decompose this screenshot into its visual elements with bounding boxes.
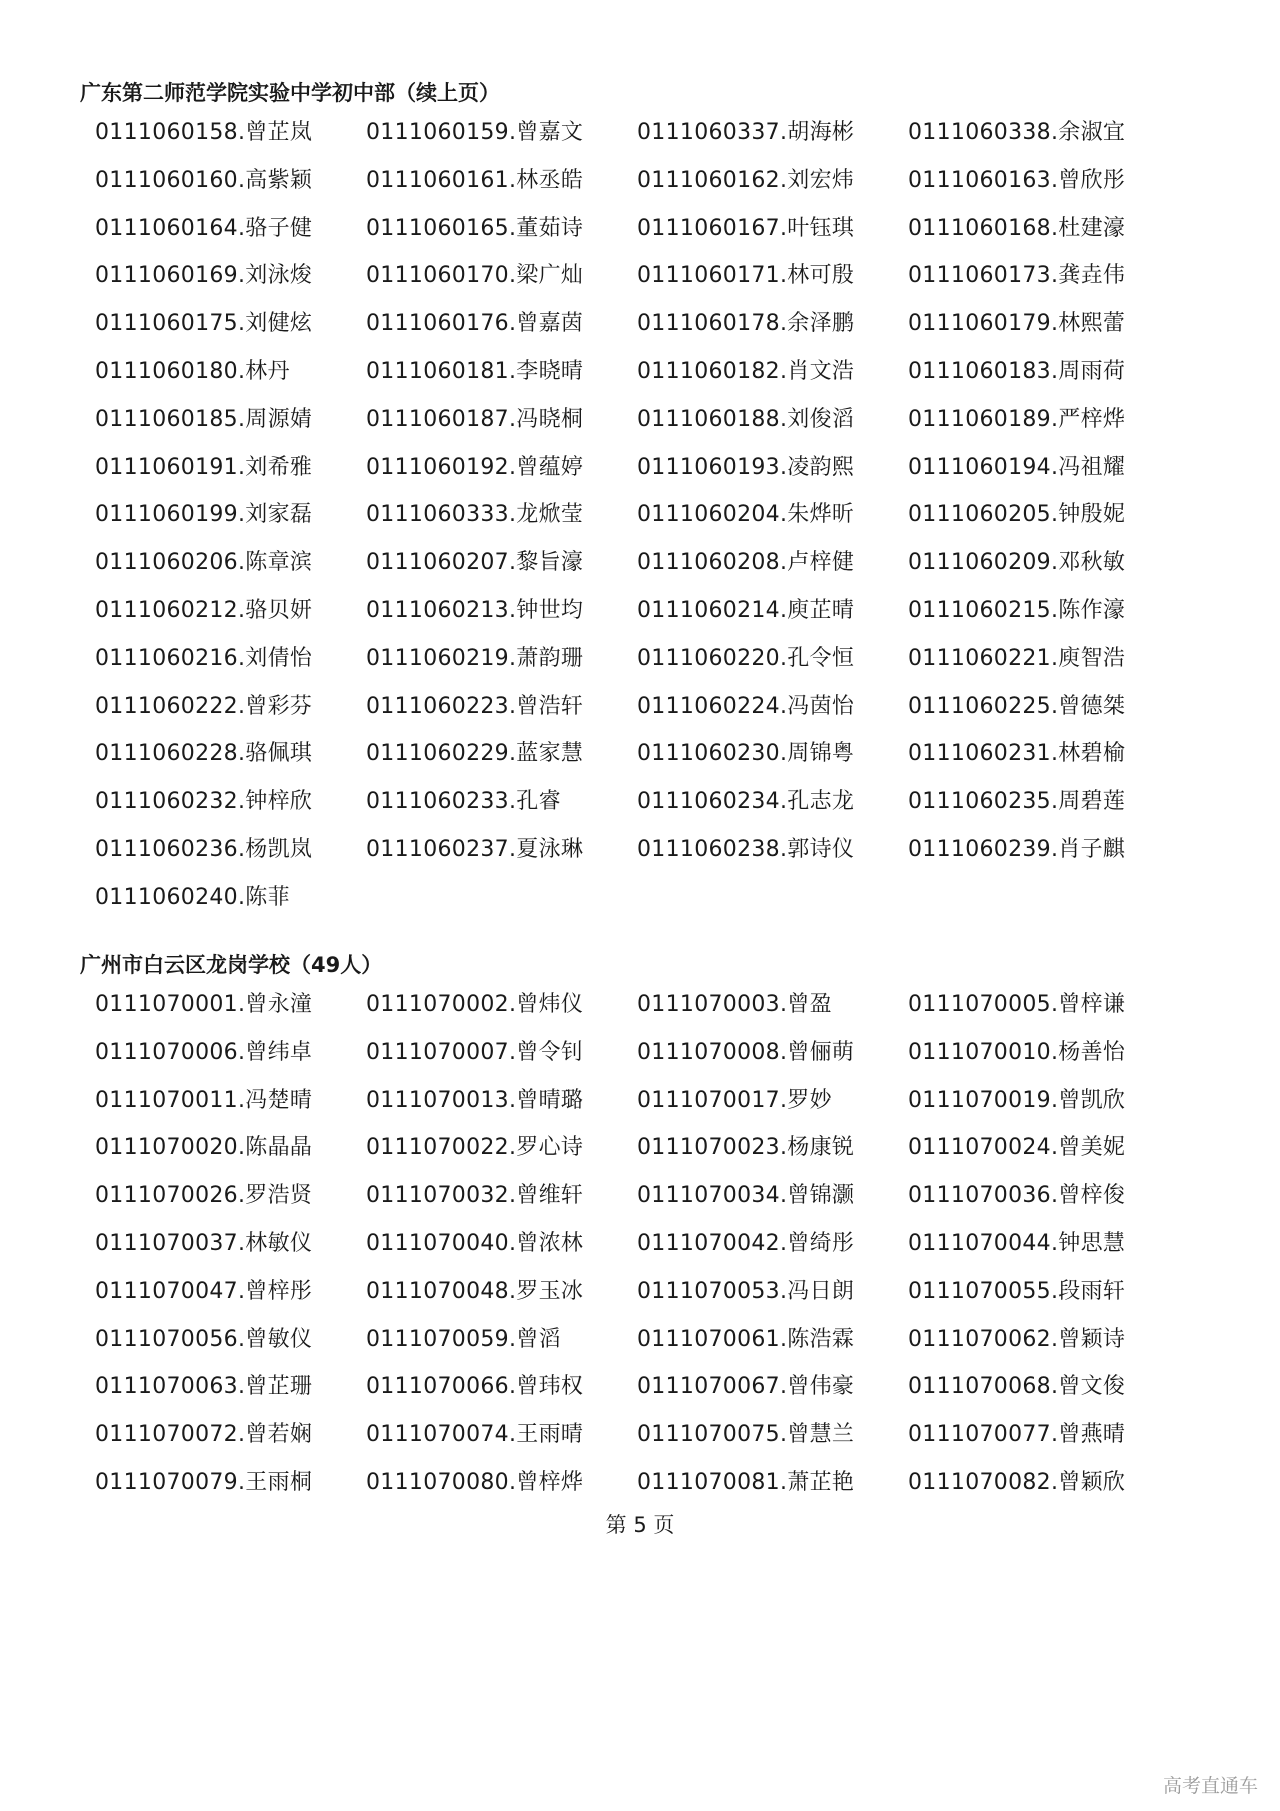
student-entry: 0111060167.叶钰琪: [637, 215, 855, 241]
student-entry: 0111060213.钟世均: [366, 597, 584, 623]
student-entry: 0111060236.杨凯岚: [95, 836, 313, 862]
student-entry: 0111070008.曾俪萌: [637, 1039, 855, 1065]
student-entry: 0111060179.林熙蕾: [908, 311, 1126, 337]
student-entry: 0111070026.罗浩贤: [95, 1183, 313, 1209]
student-list: [95, 990, 1195, 1516]
student-entry: 0111070017.罗妙: [637, 1087, 832, 1113]
student-entry: 0111060182.肖文浩: [637, 358, 855, 384]
student-entry: 0111060160.高紫颖: [95, 167, 313, 193]
student-entry: 0111060333.龙焮莹: [366, 502, 584, 528]
watermark: 高考直通车: [1162, 1775, 1258, 1797]
student-list: [95, 118, 1195, 931]
student-entry: 0111060240.陈菲: [95, 884, 290, 910]
student-entry: 0111060168.杜建濠: [908, 215, 1126, 241]
student-entry: 0111070055.段雨轩: [908, 1278, 1126, 1304]
student-entry: 0111060209.邓秋敏: [908, 550, 1126, 576]
student-entry: 0111060232.钟梓欣: [95, 789, 313, 815]
student-entry: 0111060237.夏泳琳: [366, 836, 584, 862]
student-entry: 0111060206.陈章滨: [95, 550, 313, 576]
student-entry: 0111070005.曾梓谦: [908, 992, 1126, 1017]
student-entry: 0111060222.曾彩芬: [95, 693, 313, 719]
student-entry: 0111070072.曾若娴: [95, 1422, 313, 1448]
student-entry: 0111070020.陈晶晶: [95, 1135, 313, 1161]
student-entry: 0111060181.李晓晴: [366, 358, 584, 384]
student-entry: 0111070068.曾文俊: [908, 1374, 1126, 1400]
student-entry: 0111070003.曾盈: [637, 992, 832, 1017]
student-entry: 0111060231.林碧榆: [908, 741, 1126, 767]
student-entry: 0111070013.曾晴璐: [366, 1087, 584, 1113]
student-entry: 0111070066.曾玮权: [366, 1374, 584, 1400]
student-entry: 0111070001.曾永潼: [95, 992, 313, 1017]
student-entry: 0111060158.曾芷岚: [95, 120, 313, 145]
student-entry: 0111060223.曾浩轩: [366, 693, 584, 719]
student-entry: 0111060169.刘泳焌: [95, 263, 313, 289]
student-entry: 0111070053.冯日朗: [637, 1278, 855, 1304]
student-entry: 0111070075.曾慧兰: [637, 1422, 855, 1448]
student-entry: 0111060337.胡海彬: [637, 120, 855, 145]
student-entry: 0111070010.杨善怡: [908, 1039, 1126, 1065]
student-entry: 0111060188.刘俊滔: [637, 406, 855, 432]
student-entry: 0111060207.黎旨濠: [366, 550, 584, 576]
student-entry: 0111060185.周源婧: [95, 406, 313, 432]
student-entry: 0111070024.曾美妮: [908, 1135, 1126, 1161]
student-entry: 0111060189.严梓烨: [908, 406, 1126, 432]
student-entry: 0111060194.冯祖耀: [908, 454, 1126, 480]
student-entry: 0111070062.曾颖诗: [908, 1326, 1126, 1352]
student-entry: 0111060235.周碧莲: [908, 789, 1126, 815]
student-entry: 0111060180.林丹: [95, 358, 290, 384]
student-entry: 0111060224.冯茵怡: [637, 693, 855, 719]
student-entry: 0111060165.董茹诗: [366, 215, 584, 241]
student-entry: 0111070036.曾梓俊: [908, 1183, 1126, 1209]
student-entry: 0111070011.冯楚晴: [95, 1087, 313, 1113]
student-entry: 0111060163.曾欣彤: [908, 167, 1126, 193]
student-entry: 0111060228.骆佩琪: [95, 741, 313, 767]
student-entry: 0111060191.刘希雅: [95, 454, 313, 480]
student-entry: 0111070061.陈浩霖: [637, 1326, 855, 1352]
school-heading: 广州市白云区龙岗学校（49人）: [80, 953, 383, 977]
student-entry: 0111060208.卢梓健: [637, 550, 855, 576]
student-entry: 0111060238.郭诗仪: [637, 836, 855, 862]
student-entry: 0111060230.周锦粤: [637, 741, 855, 767]
student-entry: 0111070047.曾梓彤: [95, 1278, 313, 1304]
student-entry: 0111070032.曾维轩: [366, 1183, 584, 1209]
student-entry: 0111070079.王雨桐: [95, 1469, 313, 1495]
student-entry: 0111070077.曾燕晴: [908, 1422, 1126, 1448]
student-entry: 0111060178.余泽鹏: [637, 311, 855, 337]
student-entry: 0111070082.曾颖欣: [908, 1469, 1126, 1495]
student-entry: 0111060193.凌韵熙: [637, 454, 855, 480]
student-entry: 0111070006.曾纬卓: [95, 1039, 313, 1065]
student-entry: 0111060216.刘倩怡: [95, 645, 313, 671]
student-entry: 0111070081.萧芷艳: [637, 1469, 855, 1495]
student-entry: 0111070048.罗玉冰: [366, 1278, 584, 1304]
student-entry: 0111060234.孔志龙: [637, 789, 855, 815]
student-entry: 0111070074.王雨晴: [366, 1422, 584, 1448]
student-entry: 0111060219.萧韵珊: [366, 645, 584, 671]
student-entry: 0111070022.罗心诗: [366, 1135, 584, 1161]
student-entry: 0111060214.庾芷晴: [637, 597, 855, 623]
student-entry: 0111060162.刘宏炜: [637, 167, 855, 193]
student-entry: 0111060204.朱烨昕: [637, 502, 855, 528]
student-entry: 0111060229.蓝家慧: [366, 741, 584, 767]
student-entry: 0111070056.曾敏仪: [95, 1326, 313, 1352]
student-entry: 0111060199.刘家磊: [95, 502, 313, 528]
student-entry: 0111060164.骆子健: [95, 215, 313, 241]
student-entry: 0111060215.陈作濠: [908, 597, 1126, 623]
student-entry: 0111060338.余淑宜: [908, 120, 1126, 145]
student-entry: 0111060159.曾嘉文: [366, 120, 584, 145]
student-entry: 0111070002.曾炜仪: [366, 992, 584, 1017]
student-entry: 0111070042.曾绮彤: [637, 1230, 855, 1256]
student-entry: 0111070040.曾浓林: [366, 1230, 584, 1256]
student-entry: 0111070007.曾令钊: [366, 1039, 584, 1065]
school-heading: 广东第二师范学院实验中学初中部（续上页）: [80, 81, 500, 105]
student-entry: 0111070044.钟思慧: [908, 1230, 1126, 1256]
student-entry: 0111060173.龚垚伟: [908, 263, 1126, 289]
student-entry: 0111060233.孔睿: [366, 789, 561, 815]
student-entry: 0111060225.曾德桀: [908, 693, 1126, 719]
student-entry: 0111060192.曾蕴婷: [366, 454, 584, 480]
student-entry: 0111070063.曾芷珊: [95, 1374, 313, 1400]
student-entry: 0111060220.孔令恒: [637, 645, 855, 671]
page-number: 第 5 页: [605, 1513, 675, 1537]
student-entry: 0111060176.曾嘉茵: [366, 311, 584, 337]
student-entry: 0111070023.杨康锐: [637, 1135, 855, 1161]
student-entry: 0111060161.林丞皓: [366, 167, 584, 193]
student-entry: 0111070080.曾梓烨: [366, 1469, 584, 1495]
student-entry: 0111060175.刘健炫: [95, 311, 313, 337]
student-entry: 0111070059.曾滔: [366, 1326, 561, 1352]
student-entry: 0111060221.庾智浩: [908, 645, 1126, 671]
student-entry: 0111060183.周雨荷: [908, 358, 1126, 384]
student-entry: 0111070067.曾伟豪: [637, 1374, 855, 1400]
student-entry: 0111060171.林可殷: [637, 263, 855, 289]
student-entry: 0111060170.梁广灿: [366, 263, 584, 289]
student-entry: 0111060205.钟殷妮: [908, 502, 1126, 528]
student-entry: 0111070037.林敏仪: [95, 1230, 313, 1256]
student-entry: 0111070034.曾锦灏: [637, 1183, 855, 1209]
student-entry: 0111070019.曾凯欣: [908, 1087, 1126, 1113]
student-entry: 0111060239.肖子麒: [908, 836, 1126, 862]
student-entry: 0111060212.骆贝妍: [95, 597, 313, 623]
student-entry: 0111060187.冯晓桐: [366, 406, 584, 432]
